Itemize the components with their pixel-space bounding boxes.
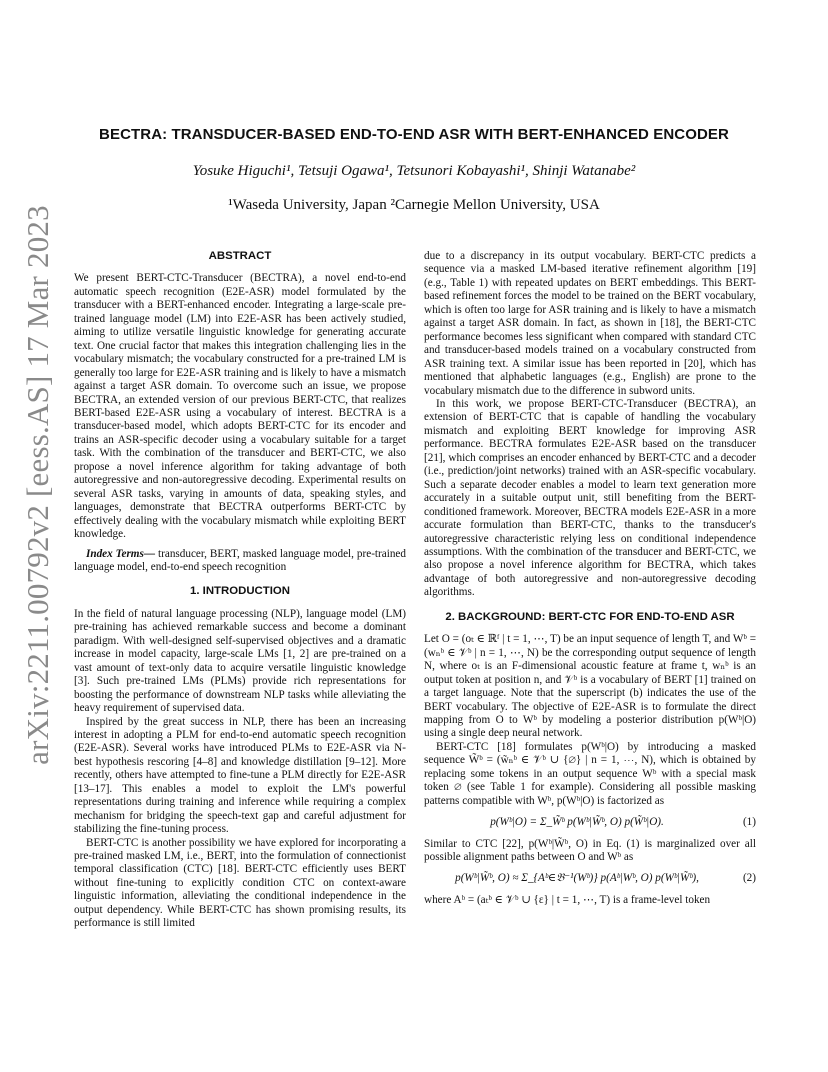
index-terms-text: transducer, BERT, masked language model, pre-trained language model, end-to-end speech recognition [74,547,406,573]
section1-paragraph-3: BERT-CTC is another possibility we have explored for incorporating a pre-trained masked LM, i.e., BERT, into the formulation of connectionist temporal classification (CTC) [18]. BERT-CTC efficiently uses BERT without fine-tuning to explicitly condition CTC on context-aware linguistic information, alleviating the conditional independence in the output dependency. While BERT-CTC has shown promising results, its performance is still limited [74,836,406,930]
section1-paragraph-2: Inspired by the great success in NLP, there has been an increasing interest in adopting a PLM for end-to-end automatic speech recognition (E2E-ASR). Several works have introduced PLMs to E2E-ASR via N-best hypothesis rescoring [4–8] and knowledge distillation [9–12]. More recently, others have attempted to fine-tune a PLM directly for E2E-ASR [13–17]. This enables a model to exploit the LM's powerful representations during training and inference while requiring a complex mechanism for bridging the speech-text gap and careful adjustment for stabilizing the fine-tuning process. [74,715,406,836]
equation-2 [424,872,756,885]
index-terms-label: Index Terms— [86,547,156,560]
section1-paragraph-5: In this work, we propose BERT-CTC-Transducer (BECTRA), an extension of BERT-CTC that is capable of handling the vocabulary mismatch and exploiting BERT knowledge for improving ASR performance. BECTRA formulates E2E-ASR based on the transducer [21], which comprises an encoder enhanced by BERT-CTC and a decoder (i.e., prediction/joint networks) trained with an ASR-specific vocabulary. Such a separate decoder enables a model to learn text generation more accurately in a suitable output unit, still benefiting from the BERT-conditioned framework. Moreover, BECTRA models E2E-ASR in a more accurate formulation than BERT-CTC, thanks to the transducer's autoregressive characteristic relying less on conditional independence assumptions. With the combination of the transducer and BERT-CTC, we also propose a novel inference algorithm for BECTRA, which takes advantage of both autoregressive and non-autoregressive decoding algorithms. [424,397,756,599]
equation-1-body: p(Wᵇ|O) = Σ_W̃ᵇ p(Wᵇ|W̃ᵇ, O) p(W̃ᵇ|O). [490,816,664,829]
abstract-heading: ABSTRACT [208,250,272,262]
paper-title: BECTRA: TRANSDUCER-BASED END-TO-END ASR WITH BERT-ENHANCED ENCODER [99,126,729,143]
left-column [74,250,406,931]
section2-heading: 2. BACKGROUND: BERT-CTC FOR END-TO-END ASR [445,610,735,623]
equation-1-number: (1) [742,816,756,829]
author-list: Yosuke Higuchi¹, Tetsuji Ogawa¹, Tetsunori Kobayashi¹, Shinji Watanabe² [192,163,636,179]
affiliations: ¹Waseda University, Japan ²Carnegie Mellon University, USA [228,197,600,213]
section2-paragraph-3: Similar to CTC [22], p(Wᵇ|W̃ᵇ, O) in Eq. (1) is marginalized over all possible alignment paths between O and Wᵇ as [424,837,756,864]
section1-paragraph-1: In the field of natural language processing (NLP), language model (LM) pre-training has achieved remarkable success and become a dominant paradigm. With well-designed self-supervised objectives and a dramatic increase in model capacity, large-scale LMs [1, 2] are pre-trained on a vast amount of text-only data to acquire versatile linguistic knowledge [3]. Such pre-trained LMs (PLMs) provide rich representations for boosting the performance of downstream NLP tasks while alleviating the heavy requirement of supervised data. [74,607,406,715]
right-column [424,250,756,907]
arxiv-stamp [18,205,58,765]
section2-paragraph-2: BERT-CTC [18] formulates p(Wᵇ|O) by introducing a masked sequence W̃ᵇ = (w̃ₙᵇ ∈ 𝒱ᵇ ∪ {∅} | n = 1, ⋯, N), which is obtained by replacing some tokens in an output sequence Wᵇ with a special mask token ∅ (see Table 1 for example). Considering all possible masking patterns compatible with Wᵇ, p(Wᵇ|O) is factorized as [424,740,756,807]
section1-heading: 1. INTRODUCTION [190,585,290,598]
section1-paragraph-4: due to a discrepancy in its output vocabulary. BERT-CTC predicts a sequence via a masked LM-based iterative refinement algorithm [19] (e.g., Table 1) with repeated updates on BERT embeddings. This BERT-based refinement forces the model to be trained on the BERT vocabulary, which is often too large for ASR training and is likely to have a mismatch against a target ASR domain. In fact, as shown in [18], the BERT-CTC performance becomes less significant when compared with standard CTC and transducer-based models trained on a vocabulary constructed from ASR training text. A similar issue has been reported in [20], which has mentioned that alphabetic languages (e.g., English) are prone to the vocabulary mismatch due to the difference in subword units. [424,250,756,397]
equation-2-number: (2) [742,872,756,885]
equation-1 [424,816,756,829]
section2-paragraph-1: Let O = (oₜ ∈ ℝᶠ | t = 1, ⋯, T) be an input sequence of length T, and Wᵇ = (wₙᵇ ∈ 𝒱ᵇ | n = 1, ⋯, N) be the corresponding output sequence of length N, where oₜ is an F-dimensional acoustic feature at frame t, wₙᵇ is an output token at position n, and 𝒱ᵇ is a vocabulary of BERT [1] trained on a target language. Note that the superscript (b) indicates the use of the BERT vocabulary. The objective of E2E-ASR is to formulate the direct mapping from O to Wᵇ by modeling a posterior distribution p(Wᵇ|O) using a single deep neural network. [424,633,756,740]
arxiv-identifier: arXiv:2211.00792v2 [eess.AS] 17 Mar 2023 [20,205,55,765]
equation-2-body: p(Wᵇ|W̃ᵇ, O) ≈ Σ_{Aᵇ∈𝔅⁻¹(Wᵇ)} p(Aᵇ|Wᵇ, O) p(Wᵇ|W̃ᵇ), [455,872,699,885]
index-terms [74,548,406,575]
abstract-text: We present BERT-CTC-Transducer (BECTRA), a novel end-to-end automatic speech recognition (E2E-ASR) model formulated by the transducer with a BERT-enhanced encoder. Integrating a large-scale pre-trained language model (LM) into E2E-ASR has been actively studied, aiming to utilize versatile linguistic knowledge for generating accurate text. One crucial factor that makes this integration challenging lies in the vocabulary mismatch; the vocabulary constructed for a pre-trained LM is generally too large for E2E-ASR training and is likely to have a mismatch against a target ASR domain. To overcome such an issue, we propose BECTRA, an extended version of our previous BERT-CTC, that realizes BERT-based E2E-ASR using a vocabulary of interest. BECTRA is a transducer-based model, which adopts BERT-CTC for its encoder and trains an ASR-specific decoder using a vocabulary suitable for a target task. With the combination of the transducer and BERT-CTC, we also propose a novel inference algorithm for taking advantage of both autoregressive and non-autoregressive decoding. Experimental results on several ASR tasks, varying in amounts of data, speaking styles, and languages, demonstrate that BECTRA outperforms BERT-CTC by effectively dealing with the vocabulary mismatch while exploiting BERT knowledge. [74,272,406,541]
section2-paragraph-4: where Aᵇ = (aₜᵇ ∈ 𝒱ᵇ ∪ {ε} | t = 1, ⋯, T) is a frame-level token [424,893,711,906]
